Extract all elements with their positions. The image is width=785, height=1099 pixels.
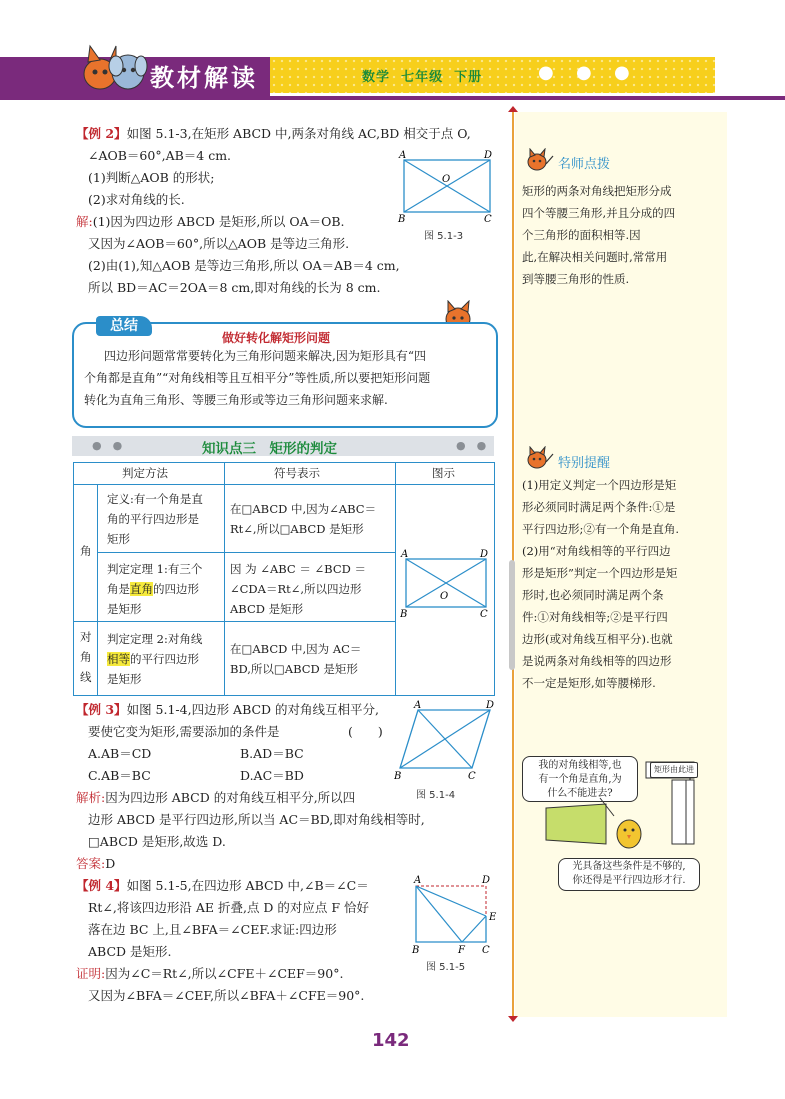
tfig-label-a: A (401, 549, 409, 560)
ex2-q4: (2)求对角线的长. (88, 192, 185, 207)
side-reminder-line-7: 件:①对角线相等;②是平行四 (522, 610, 668, 624)
ex3-q1: 如图 5.1-4,四边形 ABCD 的对角线互相平分, (126, 702, 380, 717)
ex2-q2: ∠AOB＝60°,AB＝4 cm. (88, 148, 232, 163)
knowledge-dots-left: ● ● (92, 439, 123, 452)
table-r1-symbol-1: 在□ABCD 中,因为∠ABC＝ (230, 502, 377, 516)
table-header-figure: 图示 (432, 466, 455, 480)
side-reminder-line-5: 形是矩形”判定一个四边形是矩 (522, 566, 678, 580)
ex3-answer-paren: ( ) (348, 724, 383, 739)
ex2-tag: 【例 2】 (76, 126, 127, 141)
ex4-question-line-1 (76, 876, 369, 896)
side-reminder-line-8: 边形(或对角线互相平分).也就 (522, 632, 673, 646)
ex4-p1: 因为∠C＝Rt∠,所以∠CFE＋∠CEF＝90°. (105, 966, 344, 981)
ex3-a2: 边形 ABCD 是平行四边形,所以当 AC＝BD,即对角线相等时, (88, 812, 425, 827)
side-reminder-line-9: 是说两条对角线相等的四边形 (522, 654, 672, 668)
table-r3-symbol-2: BD,所以□ABCD 是矩形 (230, 662, 358, 676)
table-r3-method-3: 是矩形 (107, 672, 142, 686)
table-category-diagonal-3: 线 (80, 670, 92, 684)
ex4-tag: 【例 4】 (76, 878, 127, 893)
fig515-sides (416, 886, 486, 942)
fig514-label-a: A (414, 700, 422, 711)
scroll-down-arrow-icon[interactable] (508, 1016, 518, 1022)
tfig-label-b: B (400, 609, 408, 620)
ex2-s4: 所以 BD＝AC＝2OA＝8 cm,即对角线的长为 8 cm. (88, 280, 381, 295)
door-sign: 矩形由此进 (650, 762, 698, 778)
table-figure-rectangle (400, 547, 492, 623)
fig513-label-b: B (398, 214, 406, 225)
table-r1-method-2: 角的平行四边形是 (107, 512, 199, 526)
side-reminder-line-1: (1)用定义判定一个四边形是矩 (522, 478, 677, 492)
ex2-question-line-1 (76, 124, 471, 144)
ex3-answer-label: 答案: (76, 856, 106, 871)
knowledge-dots-right: ● ● (456, 439, 487, 452)
fig515-dashed-outline (416, 886, 486, 942)
table-r2-symbol-3: ABCD 是矩形 (230, 602, 304, 616)
cartoon-speech-bubble-2 (558, 858, 700, 891)
ex3-analysis-label: 解析: (76, 790, 106, 805)
volume-label: 下册 (454, 70, 483, 85)
grade-label: 七年级 (401, 70, 444, 85)
fig513-label-d: D (484, 150, 493, 161)
highlight-equal: 相等 (107, 652, 130, 666)
scrollbar-thumb[interactable] (509, 560, 515, 670)
subject-label: 数学 (362, 70, 391, 85)
ex2-q3: (1)判断△AOB 的形状; (88, 170, 215, 185)
bubble1-line-1: 我的对角线相等,也 (538, 760, 622, 771)
table-r3-symbol-1: 在□ABCD 中,因为 AC＝ (230, 642, 362, 656)
table-r2-method-1: 判定定理 1:有三个 (107, 562, 203, 576)
fig515-fold-ae (416, 886, 486, 916)
summary-line-3: 转化为直角三角形、等腰三角形或等边三角形问题来求解. (84, 393, 388, 407)
fig515-segment-af (416, 886, 462, 942)
bubble1-line-2: 有一个角是直角,为 (538, 774, 622, 785)
table-r1-method-3: 矩形 (107, 532, 130, 546)
summary-line-2: 个角都是直角”“对角线相等且互相平分”等性质,所以要把矩形问题 (84, 371, 431, 385)
side-reminder-line-4: (2)用“对角线相等的平行四边 (522, 544, 671, 558)
ex3-option-c[interactable]: C.AB＝BC (88, 768, 151, 783)
side-reminder-heading: 特别提醒 (558, 456, 611, 471)
header-rule (0, 96, 785, 100)
fig514-diagonal-bd (400, 710, 490, 768)
fig515-label-b: B (412, 945, 420, 956)
ex4-q1: 如图 5.1-5,在四边形 ABCD 中,∠B＝∠C＝ (126, 878, 369, 893)
fig515-label-f: F (458, 945, 465, 956)
ex2-solution-label: 解: (76, 214, 93, 229)
side-reminder-line-2: 形必须同时满足两个条件:①是 (522, 500, 676, 514)
ex2-s2: 又因为∠AOB＝60°,所以△AOB 是等边三角形. (88, 236, 350, 251)
ex4-proof-line-1 (76, 964, 343, 984)
ex3-answer: D (105, 856, 116, 871)
page-header (0, 0, 785, 100)
side-tip-line-5: 到等腰三角形的性质. (522, 272, 630, 286)
side-reminder-line-10: 不一定是矩形,如等腰梯形. (522, 676, 656, 690)
header-yellow-band (270, 57, 715, 93)
table-category-angle: 角 (80, 544, 92, 558)
fig513-label-o: O (442, 174, 451, 185)
side-tip-line-4: 此,在解决相关问题时,常常用 (522, 250, 668, 264)
scroll-up-arrow-icon[interactable] (508, 106, 518, 112)
table-r1-symbol-2: Rt∠,所以□ABCD 是矩形 (230, 522, 364, 536)
ex3-option-a[interactable]: A.AB＝CD (88, 746, 152, 761)
fig514-label-d: D (486, 700, 495, 711)
table-r2-symbol-1: 因 为 ∠ABC ＝ ∠BCD ＝ (230, 562, 367, 576)
criteria-table (73, 462, 495, 696)
bubble1-line-3: 什么不能进去? (547, 788, 613, 799)
ex4-q2: Rt∠,将该四边形沿 AE 折叠,点 D 的对应点 F 恰好 (88, 900, 370, 915)
header-title: 教材解读 (150, 64, 258, 92)
header-dots: ● ● ● (538, 62, 638, 83)
tfig-label-o: O (440, 591, 449, 602)
fox-reminder-icon (524, 446, 554, 470)
ex2-q1: 如图 5.1-3,在矩形 ABCD 中,两条对角线 AC,BD 相交于点 O, (126, 126, 471, 141)
ex2-solution-line-1 (76, 212, 345, 232)
ex4-q3: 落在边 BC 上,且∠BFA＝∠CEF.求证:四边形 (88, 922, 337, 937)
fig515-label-c: C (482, 945, 490, 956)
side-tip-heading: 名师点拨 (558, 157, 611, 172)
header-subject (362, 66, 482, 85)
ex3-tag: 【例 3】 (76, 702, 127, 717)
ex3-analysis-line-1 (76, 788, 355, 808)
ex4-p2: 又因为∠BFA＝∠CEF,所以∠BFA＋∠CFE＝90°. (88, 988, 365, 1003)
fig513-label-c: C (484, 214, 492, 225)
tfig-label-d: D (480, 549, 489, 560)
bubble2-line-1: 光具备这些条件是不够的, (572, 861, 686, 872)
summary-tag: 总结 (96, 316, 152, 336)
mascot-icon (80, 40, 148, 95)
table-r1-method-1: 定义:有一个角是直 (107, 492, 203, 506)
fig513-caption: 图 5.1-3 (424, 231, 464, 242)
fox-tip-icon (524, 148, 554, 172)
table-category-diagonal-1: 对 (80, 630, 92, 644)
tfig-label-c: C (480, 609, 488, 620)
table-r2-symbol-2: ∠CDA＝Rt∠,所以四边形 (230, 582, 362, 596)
table-r3-method-2: 相等的平行四边形 (107, 652, 199, 666)
ex3-question-line-1 (76, 700, 379, 720)
knowledge-point-title: 知识点三 矩形的判定 (202, 441, 337, 457)
side-reminder-line-6: 形时,也必须同时满足两个条 (522, 588, 664, 602)
table-r3-method-1: 判定定理 2:对角线 (107, 632, 203, 646)
table-r2-method-2: 角是直角的四边形 (107, 582, 199, 596)
fig515-segment-fe (462, 916, 486, 942)
highlight-right-angle: 直角 (130, 582, 153, 596)
table-header-symbol: 符号表示 (274, 466, 320, 480)
ex3-option-b[interactable]: B.AD＝BC (240, 746, 304, 761)
ex4-q4: ABCD 是矩形. (88, 944, 172, 959)
figure-5-1-5 (406, 874, 498, 958)
page-number: 142 (372, 1030, 410, 1051)
ex3-option-d[interactable]: D.AC＝BD (240, 768, 304, 783)
bubble2-line-2: 你还得是平行四边形才行. (572, 875, 686, 886)
table-r2-method-3: 是矩形 (107, 602, 142, 616)
ex2-s3: (2)由(1),知△AOB 是等边三角形,所以 OA＝AB＝4 cm, (88, 258, 400, 273)
summary-line-1: 四边形问题常常要转化为三角形问题来解决,因为矩形具有“四 (104, 349, 426, 363)
fig514-label-b: B (394, 771, 402, 782)
fig515-label-a: A (414, 875, 422, 886)
table-category-diagonal-2: 角 (80, 650, 92, 664)
fig514-label-c: C (468, 771, 476, 782)
side-tip-line-1: 矩形的两条对角线把矩形分成 (522, 184, 672, 198)
ex3-q2: 要使它变为矩形,需要添加的条件是 (88, 724, 280, 739)
table-header-method: 判定方法 (122, 466, 168, 480)
side-reminder-line-3: 平行四边形;②有一个角是直角. (522, 522, 680, 536)
ex3-a3: □ABCD 是矩形,故选 D. (88, 834, 226, 849)
fig515-label-e: E (489, 912, 497, 923)
figure-5-1-4 (394, 700, 498, 784)
fig513-label-a: A (399, 150, 407, 161)
fig514-caption: 图 5.1-4 (416, 790, 456, 801)
ex2-s1: (1)因为四边形 ABCD 是矩形,所以 OA＝OB. (92, 214, 345, 229)
fig515-label-d: D (482, 875, 491, 886)
ex4-proof-label: 证明: (76, 966, 106, 981)
summary-title: 做好转化解矩形问题 (222, 331, 331, 345)
side-tip-line-2: 四个等腰三角形,并且分成的四 (522, 206, 676, 220)
ex3-a1: 因为四边形 ABCD 的对角线互相平分,所以四 (105, 790, 356, 805)
fig515-caption: 图 5.1-5 (426, 962, 466, 973)
ex3-answer-line (76, 854, 115, 874)
side-tip-line-3: 个三角形的面积相等.因 (522, 228, 641, 242)
